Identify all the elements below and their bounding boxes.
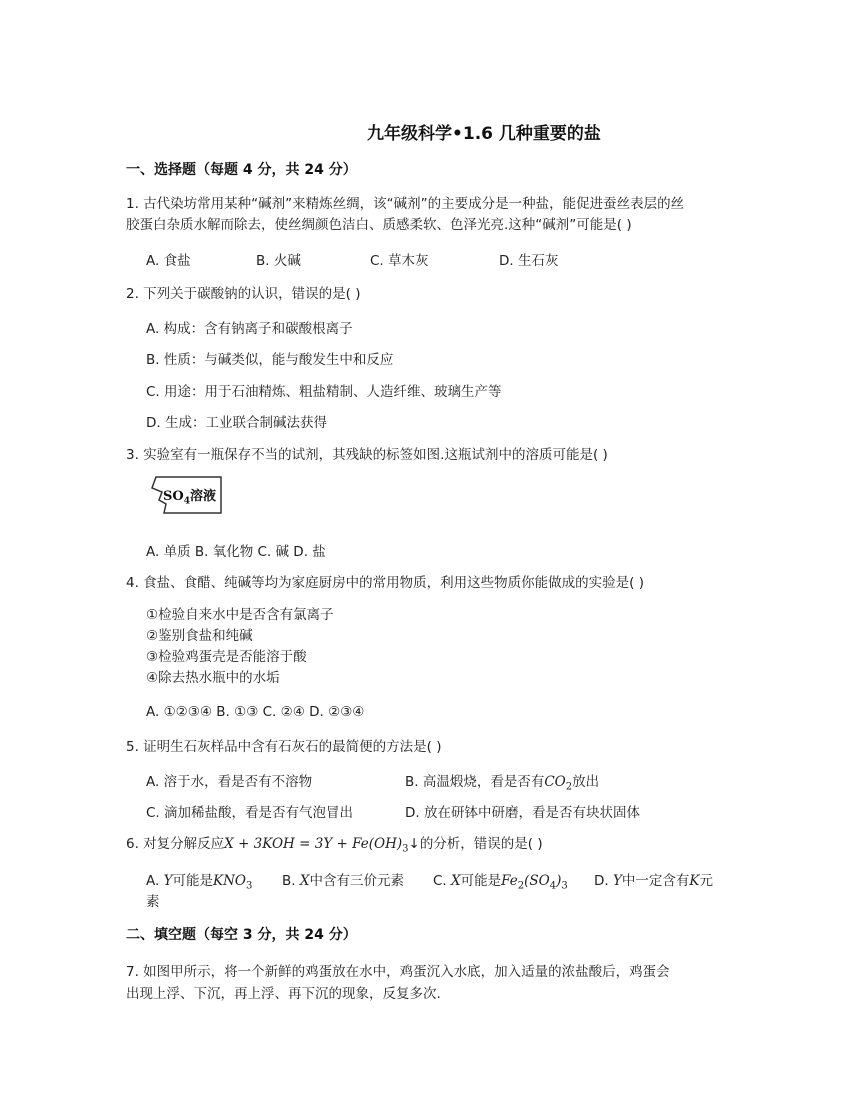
q1-option-c: C. 草木灰	[370, 253, 429, 269]
q6d-k: K	[689, 873, 700, 889]
fe2so43-formula	[501, 873, 568, 892]
q6d-suffix: 元	[699, 873, 713, 889]
q5-option-b-text: B. 高温煅烧，看是否有	[405, 774, 545, 790]
q6-option-c	[433, 869, 568, 892]
fe-sub: 2	[517, 880, 525, 892]
q6-prefix: 6. 对复分解反应	[126, 836, 225, 852]
kno3-formula	[213, 873, 253, 892]
q6-option-d-wrap: 素	[146, 894, 160, 910]
label-formula: SO	[163, 489, 184, 504]
q6b-letter: B.	[282, 873, 300, 889]
paren-sub: 3	[561, 880, 568, 892]
q4-item-1: ①检验自来水中是否含有氯离子	[146, 607, 334, 623]
q2-option-d: D. 生成：工业联合制碱法获得	[146, 415, 327, 431]
label-suffix: 溶液	[189, 489, 216, 504]
q3-options: A. 单质 B. 氧化物 C. 碱 D. 盐	[146, 544, 326, 560]
so-main: (SO	[524, 873, 550, 889]
co2-sub: 2	[565, 781, 573, 793]
section-heading-choice: 一、选择题（每题 4 分，共 24 分）	[126, 162, 357, 178]
q4-item-3: ③检验鸡蛋壳是否能溶于酸	[146, 649, 307, 665]
q5-option-d: D. 放在研钵中研磨，看是否有块状固体	[405, 805, 640, 821]
q6-option-a	[146, 869, 252, 892]
question-3: 3. 实验室有一瓶保存不当的试剂，其残缺的标签如图.这瓶试剂中的溶质可能是( )	[126, 447, 608, 463]
co2-formula	[544, 774, 573, 793]
kno3-main: KNO	[213, 873, 246, 889]
paren-close: )	[556, 873, 562, 889]
question-1-line-1: 1. 古代染坊常用某种“碱剂”来精炼丝绸，该“碱剂”的主要成分是一种盐，能促进蚕丝表层的丝	[126, 196, 685, 212]
equation-main: X + 3KOH = 3Y + Fe(OH)	[224, 836, 403, 852]
question-5: 5. 证明生石灰样品中含有石灰石的最简便的方法是( )	[126, 739, 442, 755]
question-4: 4. 食盐、食醋、纯碱等均为家庭厨房中的常用物质，利用这些物质你能做成的实验是( )	[126, 575, 644, 591]
q1-option-a: A. 食盐	[146, 253, 191, 269]
q2-option-a: A. 构成：含有钠离子和碳酸根离子	[146, 321, 353, 337]
q5-option-a: A. 溶于水，看是否有不溶物	[146, 774, 313, 790]
q6b-text: 中含有三价元素	[309, 873, 404, 889]
q5-option-c: C. 滴加稀盐酸，看是否有气泡冒出	[146, 805, 354, 821]
q6d-y: Y	[612, 873, 622, 889]
q6-suffix: 的分析，错误的是( )	[419, 836, 543, 852]
q5-option-b	[405, 770, 599, 793]
label-subscript: 4	[183, 496, 190, 507]
question-7-line-2: 出现上浮、下沉，再上浮、再下沉的现象，反复多次.	[126, 986, 441, 1002]
equation-sub: 3	[402, 843, 409, 855]
q4-item-4: ④除去热水瓶中的水垢	[146, 670, 280, 686]
q1-option-d: D. 生石灰	[499, 253, 559, 269]
question-1-line-2: 胶蛋白杂质水解而除去，使丝绸颜色洁白、质感柔软、色泽光亮.这种“碱剂”可能是( )	[126, 217, 632, 233]
question-7-line-1: 7. 如图甲所示，将一个新鲜的鸡蛋放在水中，鸡蛋沉入水底，加入适量的浓盐酸后，鸡蛋会	[126, 964, 670, 980]
q4-options: A. ①②③④ B. ①③ C. ②④ D. ②③④	[146, 704, 365, 720]
q2-option-b: B. 性质：与碱类似，能与酸发生中和反应	[146, 352, 394, 368]
q1-option-b: B. 火碱	[256, 253, 301, 269]
page-title: 九年级科学•1.6 几种重要的盐	[367, 124, 601, 144]
so-sub: 4	[549, 880, 557, 892]
section-heading-fill: 二、填空题（每空 3 分，共 24 分）	[126, 927, 357, 943]
reaction-equation	[224, 836, 409, 855]
q6-option-b	[282, 869, 404, 889]
q6a-y: Y	[163, 873, 173, 889]
q6d-mid: 中一定含有	[621, 873, 690, 889]
q2-option-c: C. 用途：用于石油精炼、粗盐精制、人造纤维、玻璃生产等	[146, 384, 502, 400]
q4-item-2: ②鉴别食盐和纯碱	[146, 628, 253, 644]
q6a-mid: 可能是	[172, 873, 214, 889]
q6c-mid: 可能是	[460, 873, 502, 889]
q6c-letter: C.	[433, 873, 452, 889]
fe-main: Fe	[501, 873, 518, 889]
q6-option-d	[594, 869, 713, 889]
q6a-letter: A.	[146, 873, 164, 889]
kno3-sub: 3	[245, 880, 253, 892]
q6d-letter: D.	[594, 873, 613, 889]
q6b-x: X	[299, 873, 310, 889]
reagent-label-text	[163, 485, 216, 507]
question-2: 2. 下列关于碳酸钠的认识，错误的是( )	[126, 286, 361, 302]
co2-main: CO	[544, 774, 566, 790]
q5-option-b-suffix: 放出	[572, 774, 600, 790]
question-6	[126, 833, 543, 861]
q6c-x: X	[451, 873, 461, 889]
precipitate-arrow: ↓	[408, 836, 420, 852]
